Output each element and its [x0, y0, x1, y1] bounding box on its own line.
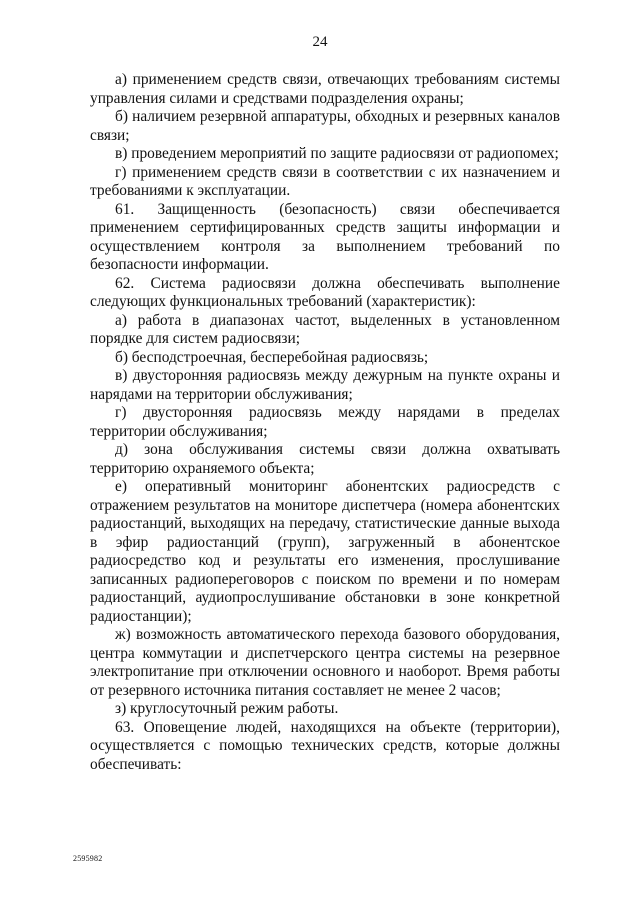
paragraph: в) проведением мероприятий по защите радиосвязи от радиопомех;	[115, 145, 559, 162]
paragraph: д) зона обслуживания системы связи должна охватывать территорию охраняемого объекта;	[90, 441, 560, 477]
page-number: 24	[312, 34, 328, 50]
paragraph: 61. Защищенность (безопасность) связи обеспечивается применением сертифицированных средств защиты информации и осуществлением контроля за выполнением требований по безопасности информации.	[90, 200, 560, 273]
paragraph: а) применением средств связи, отвечающих требованиям системы управления силами и средствами подразделения охраны;	[90, 71, 560, 107]
paragraph: г) применением средств связи в соответствии с их назначением и требованиями к эксплуатации.	[90, 163, 560, 199]
paragraph: е) оперативный мониторинг абонентских радиосредств с отражением результатов на мониторе диспетчера (номера абонентских радиостанций, выходящих на передачу, статистические данные выхода в эфир радиостанций (групп), загруженный в абонентское радиосредство код и результаты его изменения, прослушивание записанных радиопереговоров с поиском по времени и по номерам радиостанций, аудиопрослушивание обстановки в зоне конкретной радиостанции);	[90, 478, 560, 625]
document-body	[90, 71, 560, 774]
paragraph: а) работа в диапазонах частот, выделенных в установленном порядке для систем радиосвязи;	[90, 311, 560, 347]
document-code: 2595982	[73, 854, 103, 863]
paragraph: з) круглосуточный режим работы.	[115, 700, 339, 717]
paragraph: б) наличием резервной аппаратуры, обходных и резервных каналов связи;	[90, 108, 560, 144]
paragraph: ж) возможность автоматического перехода базового оборудования, центра коммутации и диспетчерского центра системы на резервное электропитание при отключении основного и наоборот. Время работы от резервного источника питания составляет не менее 2 часов;	[90, 626, 560, 699]
paragraph: б) бесподстроечная, бесперебойная радиосвязь;	[115, 348, 429, 366]
paragraph: в) двусторонняя радиосвязь между дежурным на пункте охраны и нарядами на территории обслуживания;	[90, 367, 560, 403]
paragraph: г) двусторонняя радиосвязь между нарядами в пределах территории обслуживания;	[90, 404, 560, 440]
paragraph: 63. Оповещение людей, находящихся на объекте (территории), осуществляется с помощью технических средств, которые должны обеспечивать:	[90, 718, 560, 773]
paragraph: 62. Система радиосвязи должна обеспечивать выполнение следующих функциональных требований (характеристик):	[90, 274, 560, 310]
